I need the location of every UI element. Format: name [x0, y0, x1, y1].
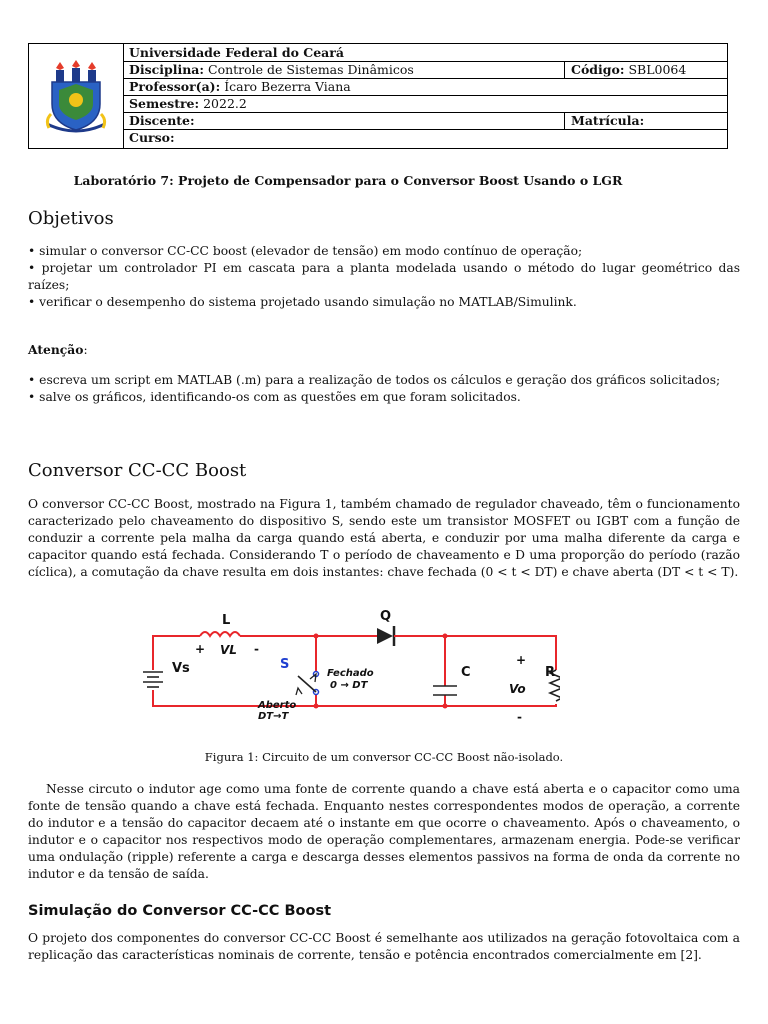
label-fechado-time: 0 → DT: [330, 680, 368, 691]
university-logo: [29, 44, 124, 148]
label-plus-L: +: [195, 642, 206, 656]
objectives-list: [28, 243, 740, 311]
course-label: Curso:: [129, 130, 175, 145]
label-minus-o: -: [517, 710, 522, 724]
label-L: L: [222, 613, 231, 628]
label-Q: Q: [380, 609, 392, 624]
attention-item: • escreva um script em MATLAB (.m) para a realização de todos os cálculos e geração dos gráficos solicitados;: [28, 373, 721, 387]
objective-item: • simular o conversor CC-CC boost (elevador de tensão) em modo contínuo de operação;: [28, 244, 583, 258]
semester-value: 2022.2: [203, 96, 247, 111]
discipline-value: Controle de Sistemas Dinâmicos: [208, 62, 414, 77]
label-Vo: Vo: [509, 682, 526, 696]
lab-title: Laboratório 7: Projeto de Compensador para o Conversor Boost Usando o LGR: [73, 173, 623, 188]
label-C: C: [461, 665, 471, 680]
label-Vs: Vs: [172, 661, 190, 676]
professor-value: Ícaro Bezerra Viana: [224, 79, 351, 94]
objective-item: • projetar um controlador PI em cascata para a planta modelada usando o método do lugar geométrico das raízes;: [28, 261, 740, 292]
label-aberto-time: DT→T: [258, 711, 289, 722]
university-name: Universidade Federal do Ceará: [129, 45, 344, 60]
simulation-paragraph: O projeto dos componentes do conversor CC-CC Boost é semelhante aos utilizados na geração fotovoltaica com a replicação das características nominais de corrente, tensão e potência encontrados comercialmente em [2].: [28, 931, 740, 962]
attention-colon: :: [83, 343, 88, 357]
attention-heading: [28, 341, 740, 359]
figure-caption: Figura 1: Circuito de um conversor CC-CC Boost não-isolado.: [204, 750, 564, 764]
code-label: Código:: [571, 62, 625, 77]
label-aberto: Aberto: [258, 700, 297, 711]
boost-paragraph: O conversor CC-CC Boost, mostrado na Figura 1, também chamado de regulador chaveado, têm o funcionamento caracterizado pelo chaveamento do dispositivo S, sendo este um transistor MOSFET ou IGBT com a função de conduzir a corrente pela malha da carga quando está aberta, e conduzir por uma malha diferente da carga e capacitor quando está fechada. Considerando T o período de chaveamento e D uma proporção do período (razão cíclica), a comutação da chave resulta em dois instantes: chave fechada (0 < t < DT) e chave aberta (DT < t < T).: [28, 497, 740, 579]
matricula-label: Matrícula:: [571, 113, 645, 128]
boost-paragraph-2: Nesse circuto o indutor age como uma fonte de corrente quando a chave está aberta e o capacitor como uma fonte de tensão quando a chave está fechada. Enquanto nestes correspondentes modos de operação, a corrente do indutor e a tensão do capacitor decaem até o instante em que ocorre o chaveamento. Após o chaveamento, o indutor e o capacitor nos respectivos modo de operação complementares, armazenam energia. Pode-se verificar uma ondulação (ripple) referente a carga e descarga desses elementos passivos na forma de onda da corrente no indutor e da tensão de saída.: [28, 782, 740, 881]
code-value: SBL0064: [628, 62, 687, 77]
attention-list: [28, 372, 740, 406]
attention-label: Atenção: [28, 342, 84, 357]
label-minus-L: -: [254, 642, 259, 656]
objective-item: • verificar o desempenho do sistema projetado usando simulação no MATLAB/Simulink.: [28, 295, 577, 309]
boost-heading: Conversor CC-CC Boost: [28, 460, 247, 481]
header-table: [28, 43, 728, 149]
label-VL: VL: [220, 643, 237, 657]
simulation-heading: Simulação do Conversor CC-CC Boost: [28, 903, 332, 919]
objectives-heading: Objetivos: [28, 208, 114, 229]
professor-label: Professor(a):: [129, 79, 221, 94]
label-S: S: [280, 657, 290, 672]
boost-circuit-figure: [140, 608, 560, 736]
student-label: Discente:: [129, 113, 195, 128]
semester-label: Semestre:: [129, 96, 200, 111]
label-fechado: Fechado: [327, 668, 374, 679]
label-plus-o: +: [516, 653, 527, 667]
discipline-label: Disciplina:: [129, 62, 205, 77]
attention-item: • salve os gráficos, identificando-os com as questões em que foram solicitados.: [28, 390, 521, 404]
label-R: R: [545, 665, 556, 680]
